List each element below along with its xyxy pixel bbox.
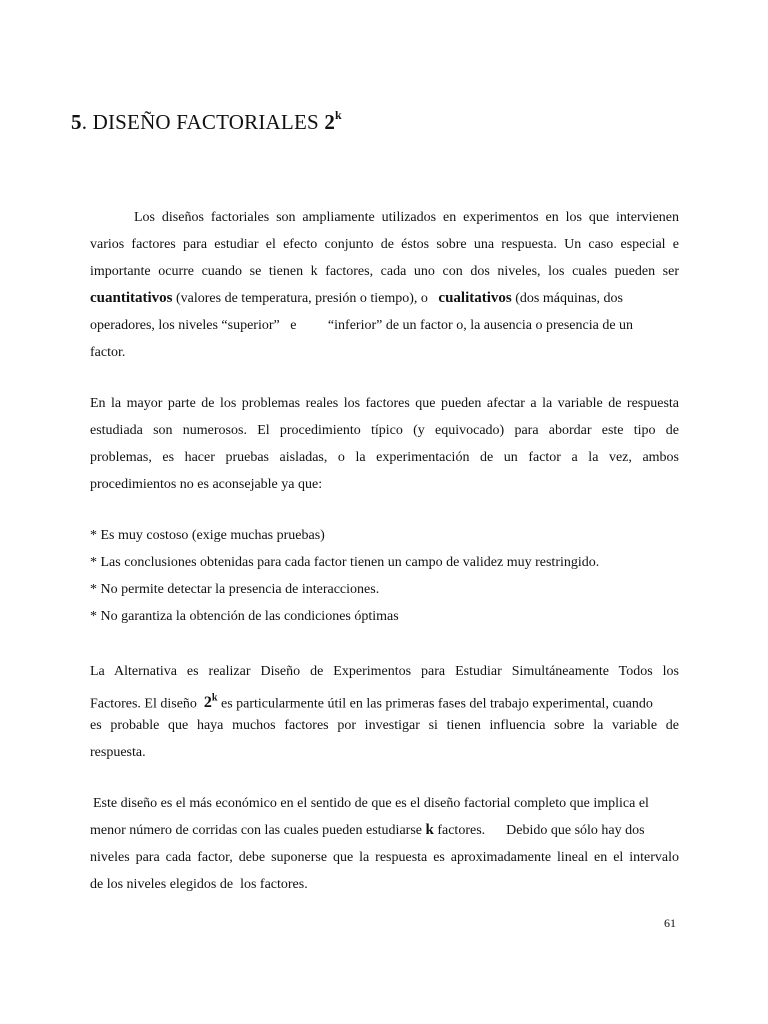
paragraph-4-line-2-start: Factores. El diseño xyxy=(90,696,204,712)
title-power xyxy=(324,110,342,134)
paragraph-4-line-2-end: es particularmente útil en las primeras fases del trabajo experimental, cuando xyxy=(217,696,653,712)
paragraph-5-line-2-start: menor número de corridas con las cuales pueden estudiarse xyxy=(90,823,426,838)
page-number: 61 xyxy=(664,916,676,930)
term-cualitativos: cualitativos xyxy=(438,290,512,306)
bullet-item: * Las conclusiones obtenidas para cada factor tienen un campo de validez muy restringido. xyxy=(90,555,600,570)
paragraph-5-line-2 xyxy=(90,817,679,844)
paragraph-4-line-4: respuesta. xyxy=(90,745,146,760)
paragraph-1 xyxy=(90,204,679,366)
paragraph-2-line-4: procedimientos no es aconsejable ya que: xyxy=(90,477,323,492)
inline-power-base: 2 xyxy=(203,694,212,712)
paragraph-2-line-1: En la mayor parte de los problemas reales los factores que pueden afectar a la variable de respuesta xyxy=(90,396,679,411)
paragraph-1-line-1: Los diseños factoriales son ampliamente utilizados en experimentos en los que intervienen xyxy=(134,210,679,225)
bullet-item: * No garantiza la obtención de las condiciones óptimas xyxy=(90,609,399,624)
term-k: k xyxy=(425,822,434,838)
title-power-exponent: k xyxy=(335,108,342,122)
bullet-item: * No permite detectar la presencia de interacciones. xyxy=(90,582,380,597)
paragraph-1-line-4-end: (dos máquinas, dos xyxy=(511,291,623,306)
paragraph-2-line-2: estudiada son numerosos. El procedimiento típico (y equivocado) para abordar este tipo de xyxy=(90,423,679,438)
paragraph-2-line-3: problemas, es hacer pruebas aisladas, o la experimentación de un factor a la vez, ambos xyxy=(90,450,679,465)
inline-power xyxy=(204,694,218,711)
section-number: 5 xyxy=(71,110,82,134)
bullet-item: * Es muy costoso (exige muchas pruebas) xyxy=(90,528,325,543)
paragraph-5-line-1: Este diseño es el más económico en el sentido de que es el diseño factorial completo que implica el xyxy=(93,796,649,811)
paragraph-4-line-3: es probable que haya muchos factores por investigar si tienen influencia sobre la variable de xyxy=(90,718,679,733)
paragraph-5-line-4: de los niveles elegidos de los factores. xyxy=(90,877,308,892)
bullet-list xyxy=(90,522,679,630)
title-power-base: 2 xyxy=(324,110,336,134)
paragraph-4-line-2 xyxy=(90,685,679,712)
paragraph-5 xyxy=(90,790,679,898)
section-title xyxy=(71,110,342,135)
paragraph-1-line-4-mid: (valores de temperatura, presión o tiempo), o xyxy=(172,291,439,306)
paragraph-1-line-2: varios factores para estudiar el efecto conjunto de éstos sobre una respuesta. Un caso especial e xyxy=(90,237,679,252)
paragraph-1-line-4 xyxy=(90,285,679,312)
paragraph-1-line-5: operadores, los niveles “superior” e “inferior” de un factor o, la ausencia o presencia de un xyxy=(90,318,634,333)
paragraph-4-line-1: La Alternativa es realizar Diseño de Experimentos para Estudiar Simultáneamente Todos los xyxy=(90,664,679,679)
paragraph-1-line-3: importante ocurre cuando se tienen k factores, cada uno con dos niveles, los cuales pueden ser xyxy=(90,264,679,279)
term-cuantitativos: cuantitativos xyxy=(90,290,173,306)
paragraph-5-line-2-end: factores. Debido que sólo hay dos xyxy=(433,823,645,838)
paragraph-4 xyxy=(90,658,679,766)
section-title-text: . DISEÑO FACTORIALES xyxy=(81,110,325,134)
inline-power-exponent: k xyxy=(211,693,218,704)
paragraph-2 xyxy=(90,390,679,498)
paragraph-5-line-3: niveles para cada factor, debe suponerse que la respuesta es aproximadamente lineal en el intervalo xyxy=(90,850,679,865)
paragraph-1-line-6: factor. xyxy=(90,345,126,360)
